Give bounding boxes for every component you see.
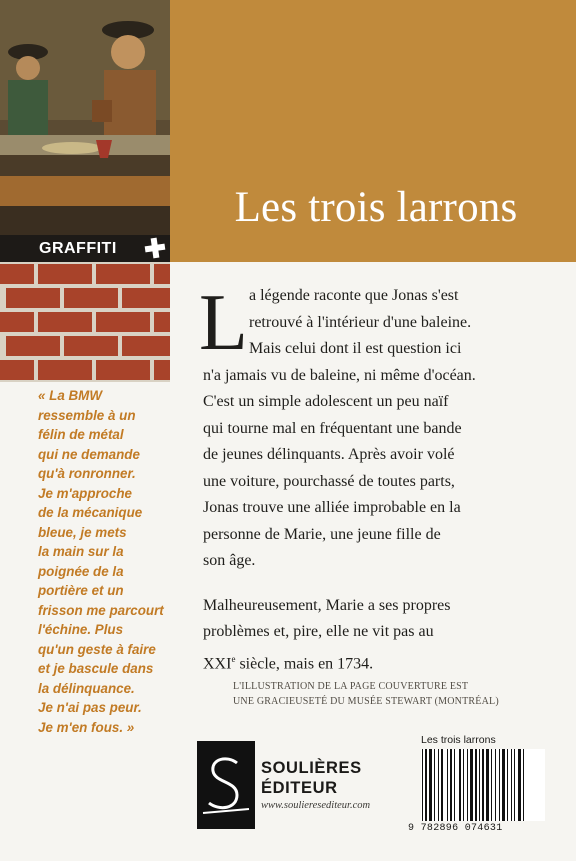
cover-painting xyxy=(0,0,170,235)
drop-cap: L xyxy=(199,279,248,367)
quote-line: qui ne demande xyxy=(38,446,140,462)
synopsis xyxy=(203,283,550,677)
barcode-bar xyxy=(507,749,508,821)
barcode xyxy=(421,749,545,821)
synopsis-line: Jonas trouve une alliée improbable en la xyxy=(203,499,461,516)
excerpt-quote xyxy=(38,386,170,737)
barcode-bar xyxy=(422,749,423,821)
quote-line: l'échine. Plus xyxy=(38,622,124,637)
publisher-url[interactable]: www.soulieresediteur.com xyxy=(261,800,371,811)
isbn-number: 9 782896 074631 xyxy=(408,823,503,834)
barcode-bar xyxy=(441,749,443,821)
century-superscript: e xyxy=(231,653,236,664)
collection-label: GRAFFITI xyxy=(39,240,117,257)
barcode-bar xyxy=(518,749,521,821)
century-text: XXI xyxy=(203,654,232,672)
quote-line: ressemble à un xyxy=(38,407,136,423)
barcode-bar xyxy=(479,749,480,821)
quote-line: « La BMW xyxy=(38,388,102,403)
synopsis-line: personne de Marie, une jeune fille de xyxy=(203,525,441,543)
barcode-bar xyxy=(486,749,489,821)
book-title: Les trois larrons xyxy=(234,184,518,231)
quote-line: bleue, je mets xyxy=(38,524,127,540)
barcode-bar xyxy=(450,749,452,821)
synopsis-line-last xyxy=(203,646,550,678)
painting-illustration xyxy=(0,0,170,235)
barcode-bar xyxy=(467,749,468,821)
synopsis-line: Malheureusement, Marie a ses propres xyxy=(203,596,451,614)
barcode-bar xyxy=(511,749,512,821)
bricks-graphic xyxy=(0,262,170,382)
barcode-bar xyxy=(447,749,448,821)
illustration-credit xyxy=(233,680,503,709)
barcode-bar xyxy=(502,749,505,821)
synopsis-line: qui tourne mal en fréquentant une bande xyxy=(203,419,462,437)
barcode-bar xyxy=(475,749,477,821)
barcode-bar xyxy=(470,749,473,821)
publisher-name-line: ÉDITEUR xyxy=(261,779,338,797)
plus-icon xyxy=(143,236,167,260)
publisher-name-line: SOULIÈRES xyxy=(261,759,362,777)
synopsis-line: de jeunes délinquants. Après avoir volé xyxy=(203,446,455,463)
barcode-bar xyxy=(425,749,427,821)
quote-line: qu'à ronronner. xyxy=(38,466,136,481)
barcode-bar xyxy=(499,749,500,821)
brick-wall-illustration xyxy=(0,262,170,382)
barcode-bar xyxy=(482,749,484,821)
synopsis-line: n'a jamais vu de baleine, ni même d'océan. xyxy=(203,366,476,384)
quote-line: Je m'approche xyxy=(38,485,132,501)
barcode-bar xyxy=(438,749,439,821)
credit-line: UNE GRACIEUSETÉ DU MUSÉE STEWART (MONTRÉAL) xyxy=(233,695,499,707)
quote-line: la délinquance. xyxy=(38,680,135,696)
barcode-title: Les trois larrons xyxy=(421,734,496,746)
barcode-bar xyxy=(514,749,515,821)
barcode-bar xyxy=(523,749,524,821)
quote-line: la main sur la xyxy=(38,544,124,559)
quote-line: Je n'ai pas peur. xyxy=(38,700,142,715)
barcode-bars xyxy=(421,749,545,821)
quote-line: qu'un geste à faire xyxy=(38,641,156,657)
quote-line: de la mécanique xyxy=(38,505,143,520)
barcode-bar xyxy=(434,749,435,821)
synopsis-line: son âge. xyxy=(203,552,256,569)
synopsis-line: retrouvé à l'intérieur d'une baleine. xyxy=(249,313,472,331)
quote-line: et je bascule dans xyxy=(38,661,154,676)
barcode-bar xyxy=(491,749,492,821)
barcode-bar xyxy=(495,749,496,821)
synopsis-line: a légende raconte que Jonas s'est xyxy=(249,287,459,304)
synopsis-line: Mais celui dont il est question ici xyxy=(249,340,462,357)
synopsis-line: problèmes et, pire, elle ne vit pas au xyxy=(203,623,434,640)
synopsis-text: siècle, mais en 1734. xyxy=(235,654,374,672)
quote-line: poignée de la xyxy=(38,563,124,579)
publisher-name xyxy=(261,758,362,798)
publisher-logo xyxy=(197,741,255,829)
synopsis-line: C'est un simple adolescent un peu naïf xyxy=(203,393,449,410)
barcode-bar xyxy=(463,749,464,821)
quote-line: félin de métal xyxy=(38,427,124,442)
synopsis-line: une voiture, pourchassé de toutes parts, xyxy=(203,472,455,490)
quote-line: portière et un xyxy=(38,583,124,598)
quote-line: frisson me parcourt xyxy=(38,602,164,618)
publisher-logo-icon xyxy=(197,741,255,829)
credit-line: L'ILLUSTRATION DE LA PAGE COUVERTURE EST xyxy=(233,681,469,692)
quote-line: Je m'en fous. » xyxy=(38,719,135,735)
barcode-bar xyxy=(459,749,461,821)
barcode-bar xyxy=(454,749,455,821)
barcode-bar xyxy=(429,749,432,821)
